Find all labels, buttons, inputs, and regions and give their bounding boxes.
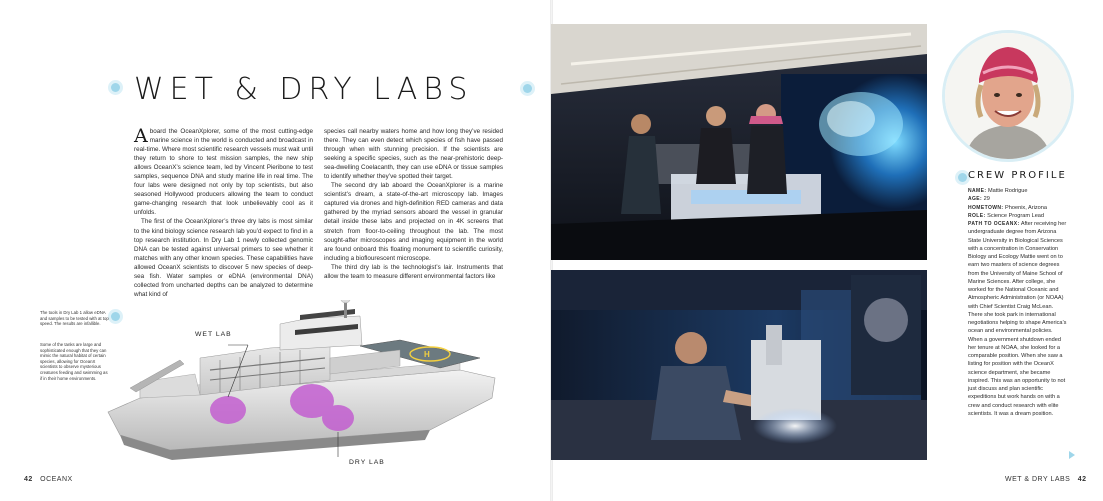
left-folio xyxy=(24,476,73,483)
profile-path-to-oceanx: PATH TO OCEANX: After receiving her undergraduate degree from Arizona State University in Biological Sciences with a concentration in Conservation Biology and Ecology Mattie went on to earn two masters of science degrees from the University of Maine School of Marine Sciences. After college, she worked for the National Oceanic and Atmospheric Administration (or NOAA) with Chief Scientist Craig McLean. There she took park in international negotiations helping to shape America’s ocean and environmental policies. When a government shutdown ended her tenure at NOAA, she looked for a comparable position. When she saw a listing for position with the OceanX science department, she became inspired. This was an opportunity to not just discuss and plan scientific expeditions but work hands on with a crew and conduct research with elite scientists. It was a dream position. xyxy=(968,221,1067,417)
profile-field: NAME: Mattie Rodrigue xyxy=(968,188,1028,194)
figure-caption: The tools in Dry Lab 1 allow eDNA and samples to be tested with at top speed. The results are infallible. xyxy=(40,310,109,327)
figure-caption: Some of the tanks are large and sophisticated enough that they can mimic the natural habitat of certain species, allowing for OceanX scientists to observe mysterious creatures feeding and swimming as if in their home environments. xyxy=(40,342,108,381)
drop-cap: A xyxy=(134,125,148,147)
wet-lab-label: WET LAB xyxy=(195,331,232,338)
section-name: WET & DRY LABS xyxy=(1005,476,1071,483)
bullet-dot xyxy=(958,173,967,182)
article-column-2 xyxy=(324,127,503,281)
right-folio xyxy=(1005,476,1087,483)
bullet-dot xyxy=(111,83,120,92)
profile-field: AGE: 29 xyxy=(968,196,990,203)
page-number: 42 xyxy=(1077,476,1087,483)
continue-arrow-icon xyxy=(1069,451,1075,459)
page-headline: WET & DRY LABS xyxy=(134,72,474,107)
microscopy-lab-photo xyxy=(551,24,927,260)
article-paragraph: species call nearby waters home and how long they’ve resided there. They can even detect which species of fish have passed through when with stunning precision. If the scientists are seeking a specific species, such as the near-prehistoric deep-sea-dwelling Coelacanth, they can use eDNA or tissue samples to identify whether they’ve spotted their target. xyxy=(324,128,503,181)
bullet-dot xyxy=(523,84,532,93)
crew-profile-details xyxy=(968,187,1068,418)
article-paragraph: The third dry lab is the technologist’s lair. Instruments that allow the team to measure different environmental factors like xyxy=(324,263,503,280)
profile-field: HOMETOWN: Phoenix, Arizona xyxy=(968,204,1047,211)
dry-lab-label: DRY LAB xyxy=(349,459,385,466)
crew-portrait xyxy=(942,30,1074,162)
article-column-1 xyxy=(134,127,313,299)
article-paragraph: board the OceanXplorer, some of the most cutting-edge marine science in the world is conducted and broadcast in real-time. Where most scientific research vessels must wait until they return to shore to test mission samples, the new ship allows OceanX’s science team, led by Vincent Pieribone to test samples, sequence DNA and study marine life in real time. The four labs were designed not only by top scientists, but also seasoned Hollywood producers allowing the team to conduct game-changing research that look unbelievably cool as it unfolds. xyxy=(134,128,313,217)
page-number: 42 xyxy=(24,476,33,483)
profile-field: ROLE: Science Program Lead xyxy=(968,212,1045,219)
brand-name: OCEANX xyxy=(40,476,73,483)
svg-text:H: H xyxy=(424,350,430,359)
lab-technician-photo xyxy=(551,270,927,460)
article-paragraph: The second dry lab aboard the OceanXplorer is a marine scientist’s dream, a state-of-the-art microscopy lab. Images captured via drones and high-definition RED cameras and data gathered by the myriad sensors aboard the vessel in granular detail inside these labs and projected on in 4K screens that stretch from floor-to-ceiling throughout the lab. The most sought-after microscopes and imaging equipment in the world are found onboard this floating monument to scientific curiosity, including a bioflourescent microscope. xyxy=(324,182,503,262)
ship-cutaway-illustration xyxy=(100,300,500,475)
crew-profile-title: CREW PROFILE xyxy=(968,170,1067,181)
article-paragraph: The first of the OceanXplorer’s three dry labs is most similar to the kind biology science research lab you’d expect to find in a top research institution. In Dry Lab 1 newly collected genomic DNA can be tested against universal primers to see whether it matches with any other known species. These capabilities have allowed OceanX scientists to discover 5 new species of deep-sea fish. Water samples or eDNA (environmental DNA) collected from uncharted depths can be analyzed to determine what kind of xyxy=(134,218,313,298)
